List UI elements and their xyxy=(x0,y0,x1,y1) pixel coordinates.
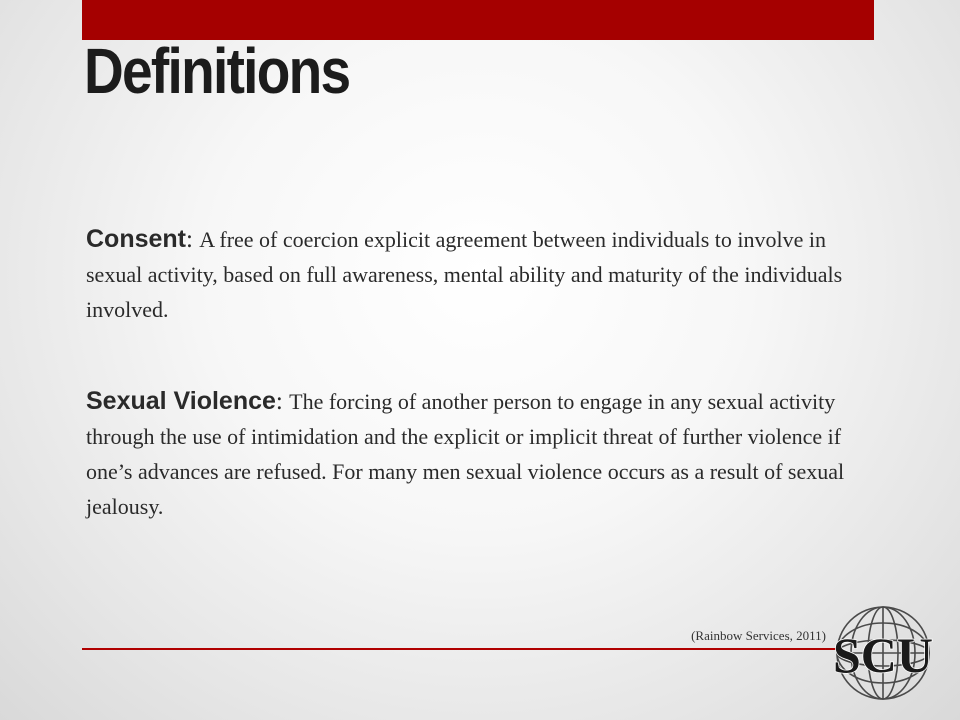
definition-text-consent: A free of coercion explicit agreement between individuals to involve in sexual activity, based on full awareness, mental ability and maturity of the individuals involved. xyxy=(86,227,843,322)
slide-title: Definitions xyxy=(84,35,350,107)
definition-consent xyxy=(86,222,886,327)
bottom-divider xyxy=(82,648,842,650)
term-sexual-violence: Sexual Violence xyxy=(86,387,276,415)
top-accent-bar xyxy=(82,0,874,40)
logo-text: SCU xyxy=(832,627,934,683)
scu-logo-icon xyxy=(820,600,946,706)
term-separator: : xyxy=(186,226,200,253)
definition-sexual-violence xyxy=(86,384,886,524)
citation: (Rainbow Services, 2011) xyxy=(691,628,826,643)
term-separator: : xyxy=(275,388,290,415)
definition-text-sexual-violence: The forcing of another person to engage in any sexual activity through the use of intimidation and the explicit or implicit threat of further violence if one’s advances are refused. For many men sexual violence occurs as a result of sexual jealousy. xyxy=(86,389,845,519)
term-consent: Consent xyxy=(86,225,186,253)
